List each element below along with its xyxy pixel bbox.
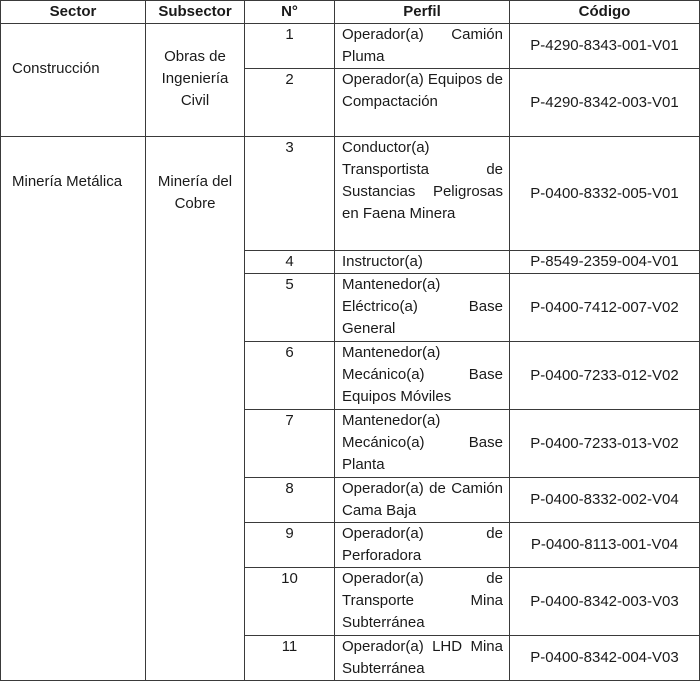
codigo-cell: P-0400-8332-002-V04 (510, 478, 700, 523)
sector-cell: Construcción (1, 24, 146, 137)
header-row (1, 1, 700, 24)
codigo-cell: P-4290-8343-001-V01 (510, 24, 700, 69)
perfil-cell: Mantenedor(a) Mecánico(a) Base Equipos Móviles (335, 342, 510, 410)
header-num: N° (245, 1, 335, 24)
num-cell: 10 (245, 568, 335, 636)
num-cell: 8 (245, 478, 335, 523)
header-codigo: Código (510, 1, 700, 24)
num-cell: 2 (245, 69, 335, 137)
codigo-cell: P-0400-7233-012-V02 (510, 342, 700, 410)
perfil-cell: Operador(a) LHD Mina Subterránea (335, 636, 510, 681)
perfil-cell: Mantenedor(a) Eléctrico(a) Base General (335, 274, 510, 342)
perfil-cell: Mantenedor(a) Mecánico(a) Base Planta (335, 410, 510, 478)
codigo-cell: P-8549-2359-004-V01 (510, 251, 700, 274)
perfil-cell: Instructor(a) (335, 251, 510, 274)
perfil-cell: Operador(a) de Transporte Mina Subterránea (335, 568, 510, 636)
codigo-cell: P-0400-8113-001-V04 (510, 523, 700, 568)
perfil-cell: Operador(a) de Camión Cama Baja (335, 478, 510, 523)
perfil-cell: Operador(a) Camión Pluma (335, 24, 510, 69)
num-cell: 3 (245, 137, 335, 251)
codigo-cell: P-0400-8332-005-V01 (510, 137, 700, 251)
perfil-cell: Operador(a) Equipos de Compactación (335, 69, 510, 137)
num-cell: 11 (245, 636, 335, 681)
num-cell: 7 (245, 410, 335, 478)
table-row (1, 137, 700, 251)
header-perfil: Perfil (335, 1, 510, 24)
table-row (1, 24, 700, 69)
sector-cell: Minería Metálica (1, 137, 146, 681)
subsector-cell: Obras de Ingeniería Civil (146, 24, 245, 137)
codigo-cell: P-0400-7412-007-V02 (510, 274, 700, 342)
codigo-cell: P-0400-7233-013-V02 (510, 410, 700, 478)
header-subsector: Subsector (146, 1, 245, 24)
header-sector: Sector (1, 1, 146, 24)
num-cell: 9 (245, 523, 335, 568)
num-cell: 4 (245, 251, 335, 274)
perfil-cell: Operador(a) de Perforadora (335, 523, 510, 568)
num-cell: 1 (245, 24, 335, 69)
codigo-cell: P-0400-8342-004-V03 (510, 636, 700, 681)
perfil-cell: Conductor(a) Transportista de Sustancias Peligrosas en Faena Minera (335, 137, 510, 251)
num-cell: 5 (245, 274, 335, 342)
subsector-cell: Minería del Cobre (146, 137, 245, 681)
num-cell: 6 (245, 342, 335, 410)
codigo-cell: P-4290-8342-003-V01 (510, 69, 700, 137)
codigo-cell: P-0400-8342-003-V03 (510, 568, 700, 636)
